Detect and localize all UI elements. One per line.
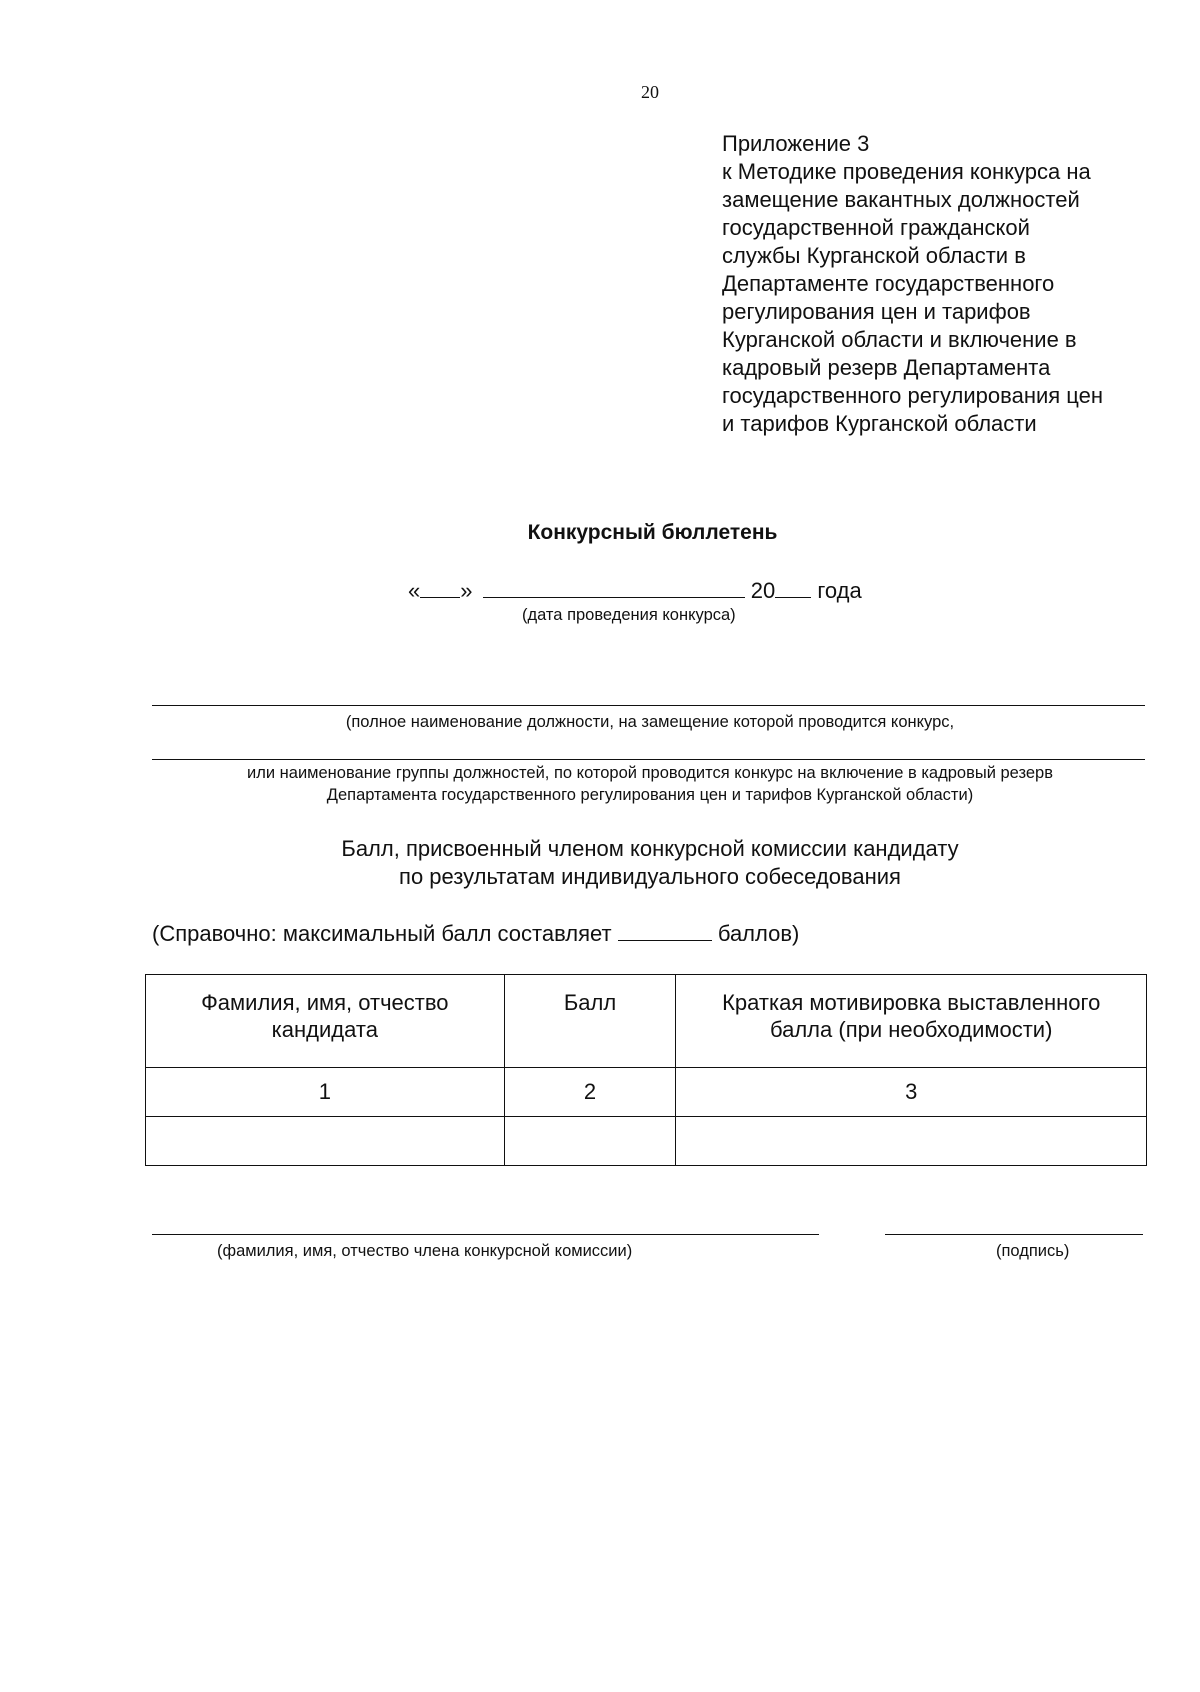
document-title: Конкурсный бюллетень bbox=[527, 521, 778, 544]
appendix-line: Приложение 3 bbox=[722, 131, 870, 156]
appendix-line: замещение вакантных должностей bbox=[722, 187, 1080, 212]
position-line-1 bbox=[152, 705, 1145, 706]
year-blank bbox=[775, 577, 811, 598]
date-caption: (дата проведения конкурса) bbox=[522, 606, 736, 624]
open-quote: « bbox=[408, 578, 421, 603]
score-cell[interactable] bbox=[504, 1117, 676, 1166]
column-number: 3 bbox=[676, 1068, 1147, 1117]
appendix-line: службы Курганской области в bbox=[722, 243, 1026, 268]
max-score-blank bbox=[618, 920, 712, 941]
header-candidate-name: Фамилия, имя, отчество кандидата bbox=[146, 975, 505, 1068]
table-number-row bbox=[146, 1068, 1147, 1117]
year-prefix: 20 bbox=[750, 578, 776, 603]
position-line-2 bbox=[152, 759, 1145, 760]
signature-caption: (подпись) bbox=[996, 1242, 1070, 1260]
table-header-row bbox=[146, 975, 1147, 1068]
year-suffix: года bbox=[817, 578, 862, 603]
column-number: 2 bbox=[504, 1068, 676, 1117]
signature-line bbox=[885, 1234, 1143, 1235]
header-score: Балл bbox=[504, 975, 676, 1068]
table-row bbox=[146, 1117, 1147, 1166]
reference-suffix: баллов) bbox=[717, 921, 800, 946]
header-justification: Краткая мотивировка выставленного балла (при необходимости) bbox=[676, 975, 1147, 1068]
month-blank bbox=[483, 577, 745, 598]
appendix-line: Курганской области и включение в bbox=[722, 327, 1077, 352]
appendix-line: кадровый резерв Департамента bbox=[722, 355, 1051, 380]
reference-prefix: (Справочно: максимальный балл составляет bbox=[152, 921, 612, 946]
column-number: 1 bbox=[146, 1068, 505, 1117]
appendix-line: к Методике проведения конкурса на bbox=[722, 159, 1091, 184]
position-caption-3: Департамента государственного регулирования цен и тарифов Курганской области) bbox=[326, 786, 974, 804]
appendix-line: и тарифов Курганской области bbox=[722, 411, 1037, 436]
justification-cell[interactable] bbox=[676, 1117, 1147, 1166]
score-heading bbox=[150, 835, 1150, 891]
reference-line bbox=[152, 920, 799, 947]
position-caption-2: или наименование группы должностей, по которой проводится конкурс на включение в кадровый резерв bbox=[247, 764, 1053, 782]
appendix-line: Департаменте государственного bbox=[722, 271, 1055, 296]
appendix-block bbox=[722, 130, 1162, 438]
member-name-line bbox=[152, 1234, 819, 1235]
member-name-caption: (фамилия, имя, отчество члена конкурсной комиссии) bbox=[217, 1242, 633, 1260]
close-quote: » bbox=[460, 578, 473, 603]
appendix-line: регулирования цен и тарифов bbox=[722, 299, 1031, 324]
day-blank bbox=[420, 577, 460, 598]
position-caption-1: (полное наименование должности, на замещение которой проводится конкурс, bbox=[345, 713, 955, 731]
ballot-table bbox=[145, 974, 1147, 1166]
page-number: 20 bbox=[641, 82, 659, 102]
candidate-name-cell[interactable] bbox=[146, 1117, 505, 1166]
score-heading-line-1: Балл, присвоенный членом конкурсной комиссии кандидату bbox=[341, 836, 959, 861]
appendix-line: государственного регулирования цен bbox=[722, 383, 1104, 408]
date-line bbox=[408, 577, 862, 604]
appendix-line: государственной гражданской bbox=[722, 215, 1030, 240]
score-heading-line-2: по результатам индивидуального собеседования bbox=[399, 864, 901, 889]
